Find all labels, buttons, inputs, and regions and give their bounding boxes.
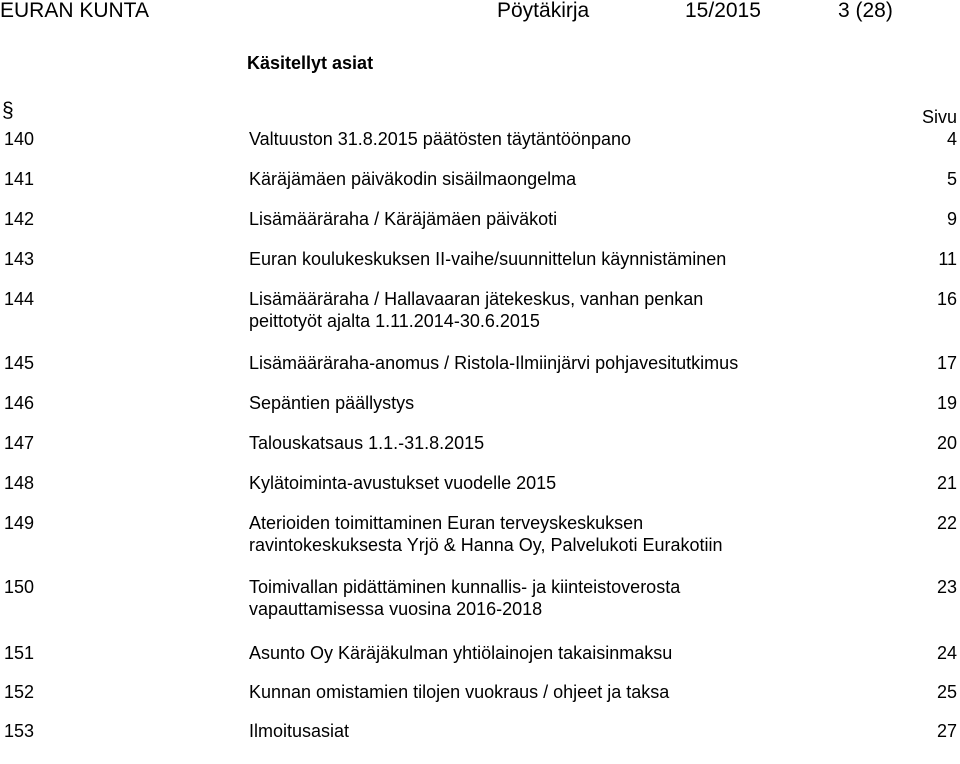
list-item [0, 128, 960, 172]
list-item [0, 576, 960, 620]
page-info: 3 (28) [838, 0, 893, 22]
item-title: Lisämääräraha / Hallavaaran jätekeskus, vanhan penkan peittotyöt ajalta 1.11.2014-30.6.2015 [249, 289, 704, 331]
section-title: Käsitellyt asiat [247, 53, 374, 73]
item-title: Aterioiden toimittaminen Euran terveyskeskuksen ravintokeskuksesta Yrjö & Hanna Oy, Palvelukoti Eurakotiin [249, 513, 723, 555]
section-symbol: § [2, 99, 14, 122]
item-number: 142 [4, 209, 35, 229]
item-page: 16 [936, 289, 957, 309]
item-title: Lisämääräraha-anomus / Ristola-Ilmiinjärvi pohjavesitutkimus [249, 353, 739, 373]
item-page: 4 [946, 129, 957, 149]
list-item [0, 208, 960, 252]
item-page: 17 [936, 353, 957, 373]
item-number: 150 [4, 577, 35, 597]
document-type: Pöytäkirja [497, 0, 590, 22]
item-number: 153 [4, 721, 35, 741]
item-number: 147 [4, 433, 35, 453]
item-title: Kunnan omistamien tilojen vuokraus / ohjeet ja taksa [249, 682, 670, 702]
item-number: 148 [4, 473, 35, 493]
item-page: 19 [936, 393, 957, 413]
list-item [0, 392, 960, 436]
item-title: Valtuuston 31.8.2015 päätösten täytäntöönpano [249, 129, 631, 149]
item-title: Ilmoitusasiat [249, 721, 350, 741]
item-number: 149 [4, 513, 35, 533]
item-page: 5 [946, 169, 957, 189]
item-number: 151 [4, 643, 35, 663]
document-number: 15/2015 [685, 0, 761, 22]
item-title: Kylätoiminta-avustukset vuodelle 2015 [249, 473, 557, 493]
municipality-name: EURAN KUNTA [0, 0, 149, 22]
item-number: 145 [4, 353, 35, 373]
item-page: 24 [936, 643, 957, 663]
list-item [0, 681, 960, 725]
list-item [0, 248, 960, 292]
item-title: Toimivallan pidättäminen kunnallis- ja kiinteistoverosta vapauttamisessa vuosina 2016-2018 [249, 577, 681, 619]
list-item [0, 642, 960, 686]
item-number: 144 [4, 289, 35, 309]
list-item [0, 288, 960, 332]
item-number: 152 [4, 682, 35, 702]
list-item [0, 472, 960, 516]
item-page: 25 [936, 682, 957, 702]
item-number: 141 [4, 169, 35, 189]
item-title: Lisämääräraha / Käräjämäen päiväkoti [249, 209, 558, 229]
item-page: 9 [946, 209, 957, 229]
item-title: Sepäntien päällystys [249, 393, 415, 413]
list-item [0, 720, 960, 764]
item-page: 11 [938, 249, 957, 269]
item-title: Euran koulukeskuksen II-vaihe/suunnittelun käynnistäminen [249, 249, 727, 269]
page-column-label: Sivu [921, 107, 957, 127]
list-item [0, 168, 960, 212]
item-number: 143 [4, 249, 35, 269]
item-title: Käräjämäen päiväkodin sisäilmaongelma [249, 169, 577, 189]
item-page: 23 [936, 577, 957, 597]
item-number: 140 [4, 129, 35, 149]
list-item [0, 352, 960, 396]
item-title: Talouskatsaus 1.1.-31.8.2015 [249, 433, 485, 453]
item-page: 22 [936, 513, 957, 533]
list-item [0, 432, 960, 476]
item-page: 21 [936, 473, 957, 493]
item-page: 20 [936, 433, 957, 453]
item-page: 27 [936, 721, 957, 741]
item-title: Asunto Oy Käräjäkulman yhtiölainojen takaisinmaksu [249, 643, 673, 663]
item-number: 146 [4, 393, 35, 413]
list-item [0, 512, 960, 556]
